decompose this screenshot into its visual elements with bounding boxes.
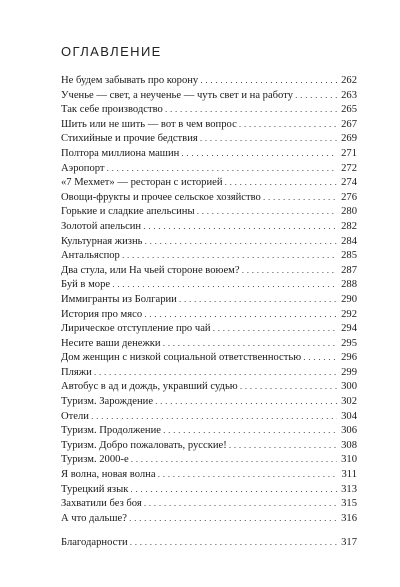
dot-leader bbox=[155, 394, 337, 409]
toc-entry-title: Овощи-фрукты и прочее сельское хозяйство bbox=[61, 191, 261, 203]
toc-entry-page-number: 282 bbox=[341, 220, 357, 232]
toc-entry-title: Пляжи bbox=[61, 366, 92, 378]
dot-leader bbox=[181, 146, 337, 161]
toc-entry bbox=[61, 394, 357, 409]
toc-entry bbox=[61, 234, 357, 249]
toc-entry bbox=[61, 102, 357, 117]
dot-leader bbox=[239, 117, 337, 132]
toc-entry-title: Турецкий язык bbox=[61, 483, 129, 495]
toc-entry-page-number: 272 bbox=[341, 162, 357, 174]
dot-leader bbox=[94, 365, 337, 380]
toc-entry bbox=[61, 482, 357, 497]
toc-heading: ОГЛАВЛЕНИЕ bbox=[61, 44, 162, 59]
dot-leader bbox=[165, 102, 337, 117]
toc-entry-title: Стихийные и прочие бедствия bbox=[61, 133, 198, 145]
toc-entry-title: Так себе производство bbox=[61, 104, 163, 116]
toc-entry bbox=[61, 350, 357, 365]
toc-entry-page-number: 310 bbox=[341, 454, 357, 466]
toc-entry bbox=[61, 423, 357, 438]
toc-entry-page-number: 299 bbox=[341, 366, 357, 378]
toc-entry-page-number: 292 bbox=[341, 308, 357, 320]
toc-entry-title: Туризм. Продолжение bbox=[61, 425, 161, 437]
toc-entry bbox=[61, 277, 357, 292]
toc-entry-page-number: 296 bbox=[341, 352, 357, 364]
toc-entry-title: Золотой апельсин bbox=[61, 220, 142, 232]
toc-entry-title: Туризм. 2000-е bbox=[61, 454, 129, 466]
toc-entry-title: Буй в море bbox=[61, 279, 111, 291]
toc-entry-page-number: 288 bbox=[341, 279, 357, 291]
toc-entry-title: Ученье — свет, а неученье — чуть свет и на работу bbox=[61, 89, 294, 101]
toc-entry bbox=[61, 190, 357, 205]
dot-leader bbox=[143, 219, 337, 234]
toc-entry-page-number: 308 bbox=[341, 439, 357, 451]
toc-entry-page-number: 300 bbox=[341, 381, 357, 393]
toc-entry-acknowledgements bbox=[61, 535, 357, 550]
dot-leader bbox=[163, 336, 337, 351]
toc-entry bbox=[61, 365, 357, 380]
toc-entry bbox=[61, 263, 357, 278]
toc-entry-title: Антальяспор bbox=[61, 250, 120, 262]
toc-entry-title: «7 Мехмет» — ресторан с историей bbox=[61, 177, 223, 189]
dot-leader bbox=[91, 409, 337, 424]
toc-entry bbox=[61, 73, 357, 88]
toc-entry-page-number: 306 bbox=[341, 425, 357, 437]
toc-entry-page-number: 274 bbox=[341, 177, 357, 189]
dot-leader bbox=[303, 350, 337, 365]
toc-entry bbox=[61, 161, 357, 176]
toc-entry bbox=[61, 321, 357, 336]
dot-leader bbox=[213, 321, 337, 336]
dot-leader bbox=[229, 438, 337, 453]
toc-entry bbox=[61, 409, 357, 424]
toc-entry bbox=[61, 307, 357, 322]
toc-entry-page-number: 304 bbox=[341, 410, 357, 422]
toc-entry bbox=[61, 219, 357, 234]
toc-entry-page-number: 262 bbox=[341, 75, 357, 86]
dot-leader bbox=[144, 496, 337, 511]
toc-entry-page-number: 317 bbox=[341, 537, 357, 549]
toc-entry-title: Культурная жизнь bbox=[61, 235, 143, 247]
toc-entry-page-number: 269 bbox=[341, 133, 357, 145]
section-gap bbox=[61, 525, 357, 535]
toc-entry-title: Аэропорт bbox=[61, 162, 105, 174]
dot-leader bbox=[200, 73, 337, 88]
dot-leader bbox=[240, 379, 337, 394]
toc-entry-title: А что дальше? bbox=[61, 512, 127, 524]
dot-leader bbox=[131, 452, 337, 467]
toc-entry-title: Благодарности bbox=[61, 537, 128, 549]
dot-leader bbox=[163, 423, 337, 438]
dot-leader bbox=[197, 204, 337, 219]
toc-entry bbox=[61, 204, 357, 219]
toc-entry-page-number: 295 bbox=[341, 337, 357, 349]
dot-leader bbox=[158, 467, 337, 482]
toc-entry-page-number: 313 bbox=[341, 483, 357, 495]
toc-entry-title: Автобус в ад и дождь, укравший судью bbox=[61, 381, 238, 393]
toc-entry-title: Туризм. Зарождение bbox=[61, 396, 154, 408]
toc-entry-title: Шить или не шить — вот в чем вопрос bbox=[61, 118, 237, 130]
dot-leader bbox=[263, 190, 337, 205]
toc-entry-page-number: 263 bbox=[341, 89, 357, 101]
toc-entry-page-number: 302 bbox=[341, 396, 357, 408]
toc-entry-page-number: 285 bbox=[341, 250, 357, 262]
toc-entry-page-number: 316 bbox=[341, 512, 357, 524]
toc-entry bbox=[61, 452, 357, 467]
toc-entry-page-number: 284 bbox=[341, 235, 357, 247]
toc-entry-page-number: 294 bbox=[341, 323, 357, 335]
toc-entry-title: Полтора миллиона машин bbox=[61, 147, 180, 159]
toc-entry-page-number: 267 bbox=[341, 118, 357, 130]
toc-entry bbox=[61, 146, 357, 161]
toc-entry-page-number: 276 bbox=[341, 191, 357, 203]
toc-entry-title: Туризм. Добро пожаловать, русские! bbox=[61, 439, 227, 451]
toc-entry-page-number: 311 bbox=[341, 469, 357, 481]
dot-leader bbox=[225, 175, 337, 190]
toc-entry bbox=[61, 131, 357, 146]
dot-leader bbox=[144, 307, 337, 322]
toc-list bbox=[61, 73, 357, 550]
toc-entry-title: Захватили без боя bbox=[61, 498, 142, 510]
toc-entry bbox=[61, 248, 357, 263]
toc-entry-title: Горькие и сладкие апельсины bbox=[61, 206, 195, 218]
dot-leader bbox=[112, 277, 337, 292]
dot-leader bbox=[179, 292, 337, 307]
toc-entry bbox=[61, 438, 357, 453]
toc-entry bbox=[61, 511, 357, 526]
dot-leader bbox=[144, 234, 337, 249]
toc-entry bbox=[61, 467, 357, 482]
dot-leader bbox=[130, 535, 337, 550]
dot-leader bbox=[200, 131, 337, 146]
dot-leader bbox=[129, 511, 337, 526]
dot-leader bbox=[130, 482, 337, 497]
toc-entry-page-number: 271 bbox=[341, 147, 357, 159]
toc-entry-title: История про мясо bbox=[61, 308, 143, 320]
toc-entry-title: Несите ваши денежки bbox=[61, 337, 161, 349]
toc-entry-title: Два стула, или На чьей стороне воюем? bbox=[61, 264, 240, 276]
toc-entry-title: Лирическое отступление про чай bbox=[61, 323, 211, 335]
toc-entry-page-number: 290 bbox=[341, 293, 357, 305]
toc-entry bbox=[61, 336, 357, 351]
toc-entry bbox=[61, 496, 357, 511]
dot-leader bbox=[242, 263, 337, 278]
toc-entry-page-number: 265 bbox=[341, 104, 357, 116]
dot-leader bbox=[122, 248, 337, 263]
toc-entry bbox=[61, 88, 357, 103]
toc-entry bbox=[61, 379, 357, 394]
toc-entry-title: Иммигранты из Болгарии bbox=[61, 293, 177, 305]
toc-entry-title: Дом женщин с низкой социальной ответственностью bbox=[61, 352, 302, 364]
toc-entry-title: Не будем забывать про корону bbox=[61, 75, 199, 86]
toc-entry-title: Я волна, новая волна bbox=[61, 469, 156, 481]
toc-entry-page-number: 280 bbox=[341, 206, 357, 218]
toc-entry bbox=[61, 175, 357, 190]
toc-entry-page-number: 315 bbox=[341, 498, 357, 510]
toc-entry bbox=[61, 117, 357, 132]
dot-leader bbox=[107, 161, 337, 176]
toc-entry-title: Отели bbox=[61, 410, 89, 422]
dot-leader bbox=[295, 88, 337, 103]
toc-entry bbox=[61, 292, 357, 307]
toc-entry-page-number: 287 bbox=[341, 264, 357, 276]
